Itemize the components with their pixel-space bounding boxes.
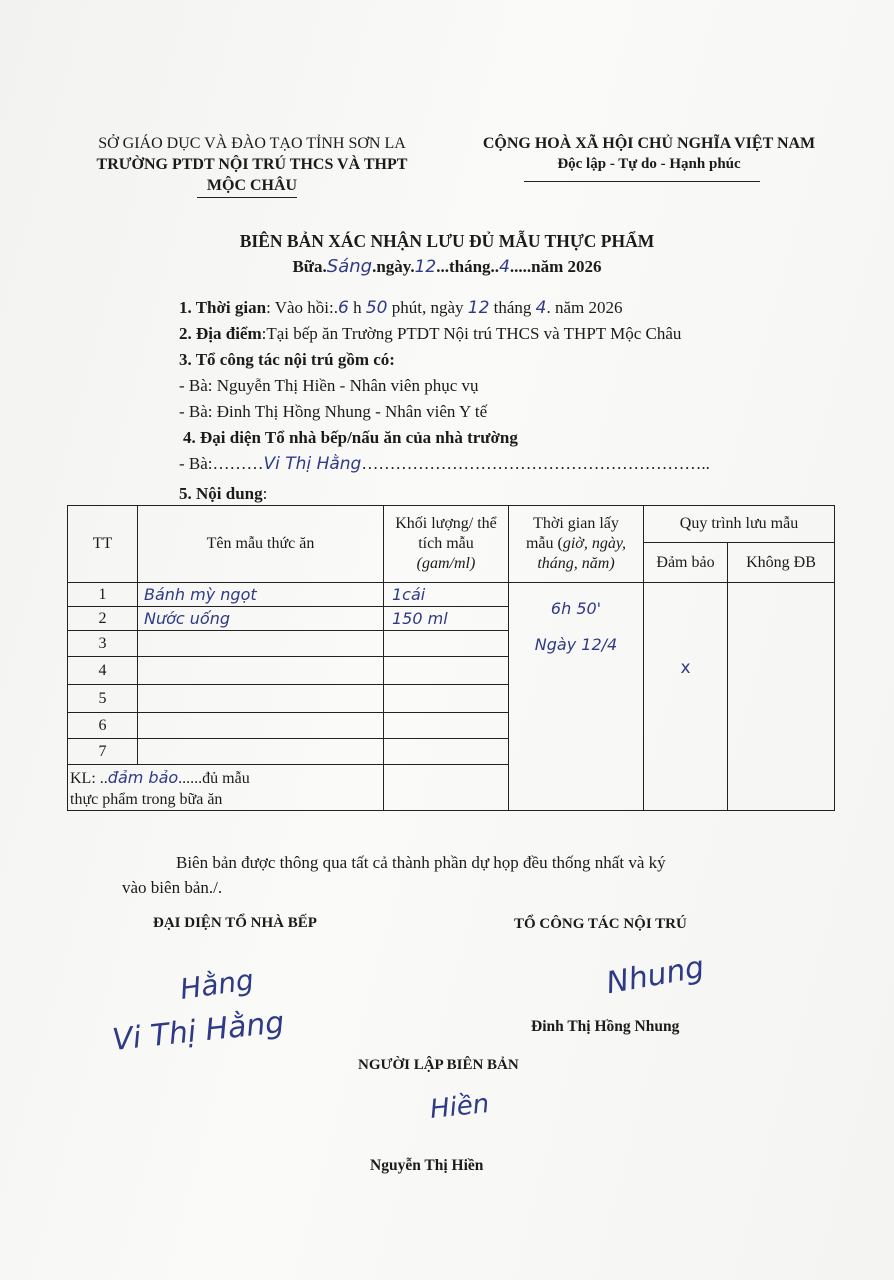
kitchen-signature-1: Hằng [178,963,256,1006]
row-tt: 1 [68,583,138,607]
header-left-underline [197,197,297,198]
header-right-underline [524,181,760,182]
section-content-colon: : [262,484,268,503]
header-food-name: Tên mẫu thức ăn [138,506,384,583]
row-weight: 1cái [384,583,509,607]
header-ensured: Đảm bảo [644,543,728,583]
subtitle-prefix: Bữa. [292,257,327,276]
subtitle-year-label: .....năm 2026 [509,257,602,276]
sections [179,295,710,507]
row-weight [384,739,509,765]
section-location-label: 2. Địa điểm [179,324,262,343]
header-tt: TT [68,506,138,583]
not-ensured-cell [728,583,835,811]
month-handwritten: 4 [499,257,510,277]
header-weight-line1: Khối lượng/ thể [395,515,497,532]
row-food-name [138,657,384,685]
closing-line1: Biên bản được thông qua tất cả thành phần dự họp đều thống nhất và ký [176,853,666,872]
row-weight: 150 ml [384,607,509,631]
header-right [464,133,834,175]
row-weight [384,631,509,657]
food-sample-table [67,505,835,811]
row-food-name: Bánh mỳ ngọt [138,583,384,607]
section-content-label: 5. Nội dung [179,484,263,503]
recorder-name: Nguyễn Thị Hiền [370,1157,484,1174]
team-member-2: - Bà: Đinh Thị Hồng Nhung - Nhân viên Y tế [179,402,488,421]
row-tt: 5 [68,685,138,713]
time-handwritten-1: 6h 50' [550,599,602,618]
row-food-name: Nước uống [138,607,384,631]
time-cell [509,583,644,811]
section-kitchen-label: 4. Đại diện Tổ nhà bếp/nấu ăn của nhà trường [183,428,518,447]
section-time-text-c: phút, ngày [387,298,468,317]
kitchen-signature-2: Vi Thị Hằng [110,1005,286,1058]
header-storage-process: Quy trình lưu mẫu [644,506,835,543]
time-day-handwritten: 12 [467,298,490,318]
row-weight [384,685,509,713]
conclusion-cell [68,765,384,811]
section-location-text: :Tại bếp ăn Trường PTDT Nội trú THCS và THPT Mộc Châu [261,324,682,343]
section-time-text-a: : Vào hồi:. [266,298,338,317]
minute-handwritten: 50 [365,298,388,318]
row-weight [384,713,509,739]
header-time-line2a: mẫu ( [525,535,563,552]
row-tt: 2 [68,607,138,631]
meal-handwritten: Sáng [326,256,373,277]
row-food-name [138,713,384,739]
subtitle-day-label: .ngày. [372,257,415,276]
recorder-title: NGƯỜI LẬP BIÊN BẢN [358,1057,519,1073]
closing-statement [122,850,842,900]
hour-handwritten: 6 [338,298,349,318]
document-title: BIÊN BẢN XÁC NHẬN LƯU ĐỦ MẪU THỰC PHẨM [239,231,655,251]
row-weight [384,657,509,685]
department-name: SỞ GIÁO DỤC VÀ ĐÀO TẠO TỈNH SƠN LA [98,135,406,152]
document-subtitle [0,256,894,277]
section-team-label: 3. Tổ công tác nội trú gồm có: [179,350,395,369]
team-signer-name: Đinh Thị Hồng Nhung [531,1018,680,1035]
row-food-name [138,739,384,765]
header-time-line3: tháng, năm) [537,555,615,572]
row-food-name [138,631,384,657]
row-tt: 3 [68,631,138,657]
day-handwritten: 12 [414,257,437,277]
header-weight-unit: (gam/ml) [416,555,476,572]
kitchen-rep-prefix: - Bà:……… [179,454,264,473]
section-time-text-e: . năm 2026 [546,298,623,317]
row-tt: 7 [68,739,138,765]
header-time-line2b: giờ, ngày, [562,535,627,552]
row-tt: 4 [68,657,138,685]
nation-motto: Độc lập - Tự do - Hạnh phúc [557,156,741,172]
time-month-handwritten: 4 [535,298,547,318]
header-left [60,133,444,196]
section-content [179,481,710,507]
ensured-cell: x [644,583,728,811]
section-time [179,295,710,321]
conclusion-prefix: KL: .. [70,770,108,787]
conclusion-weight-cell [384,765,509,811]
nation-name: CỘNG HOÀ XÃ HỘI CHỦ NGHĨA VIỆT NAM [482,135,816,152]
subtitle-month-label: ...tháng.. [436,257,500,276]
team-title: TỔ CÔNG TÁC NỘI TRÚ [514,916,687,932]
kitchen-representative [179,451,710,477]
conclusion-handwritten: đảm bảo [107,768,179,787]
time-handwritten-2: Ngày 12/4 [534,635,618,654]
header-time [509,506,644,583]
team-member-1: - Bà: Nguyễn Thị Hiền - Nhân viên phục vụ [179,376,479,395]
header-not-ensured: Không ĐB [728,543,835,583]
row-tt: 6 [68,713,138,739]
school-name-line2: MỘC CHÂU [206,177,298,194]
kitchen-rep-name-handwritten: Vi Thị Hằng [263,454,362,474]
section-time-text-d: tháng [489,298,536,317]
section-time-label: 1. Thời gian [179,298,267,317]
recorder-signature: Hiền [428,1088,491,1126]
row-food-name [138,685,384,713]
section-time-text-b: h [348,298,366,317]
conclusion-line2: thực phẩm trong bữa ăn [70,791,223,808]
header-weight [384,506,509,583]
kitchen-rep-suffix: …………………………………………………….. [361,454,710,473]
conclusion-suffix: ......đủ mẫu [178,770,250,787]
header-weight-line2: tích mẫu [418,535,474,552]
section-location [179,321,710,347]
school-name-line1: TRƯỜNG PTDT NỘI TRÚ THCS VÀ THPT [96,156,408,173]
header-time-line1: Thời gian lấy [533,515,619,532]
team-signature: Nhung [603,949,707,1002]
kitchen-title: ĐẠI DIỆN TỔ NHÀ BẾP [153,915,317,931]
closing-line2: vào biên bản./. [122,878,223,897]
